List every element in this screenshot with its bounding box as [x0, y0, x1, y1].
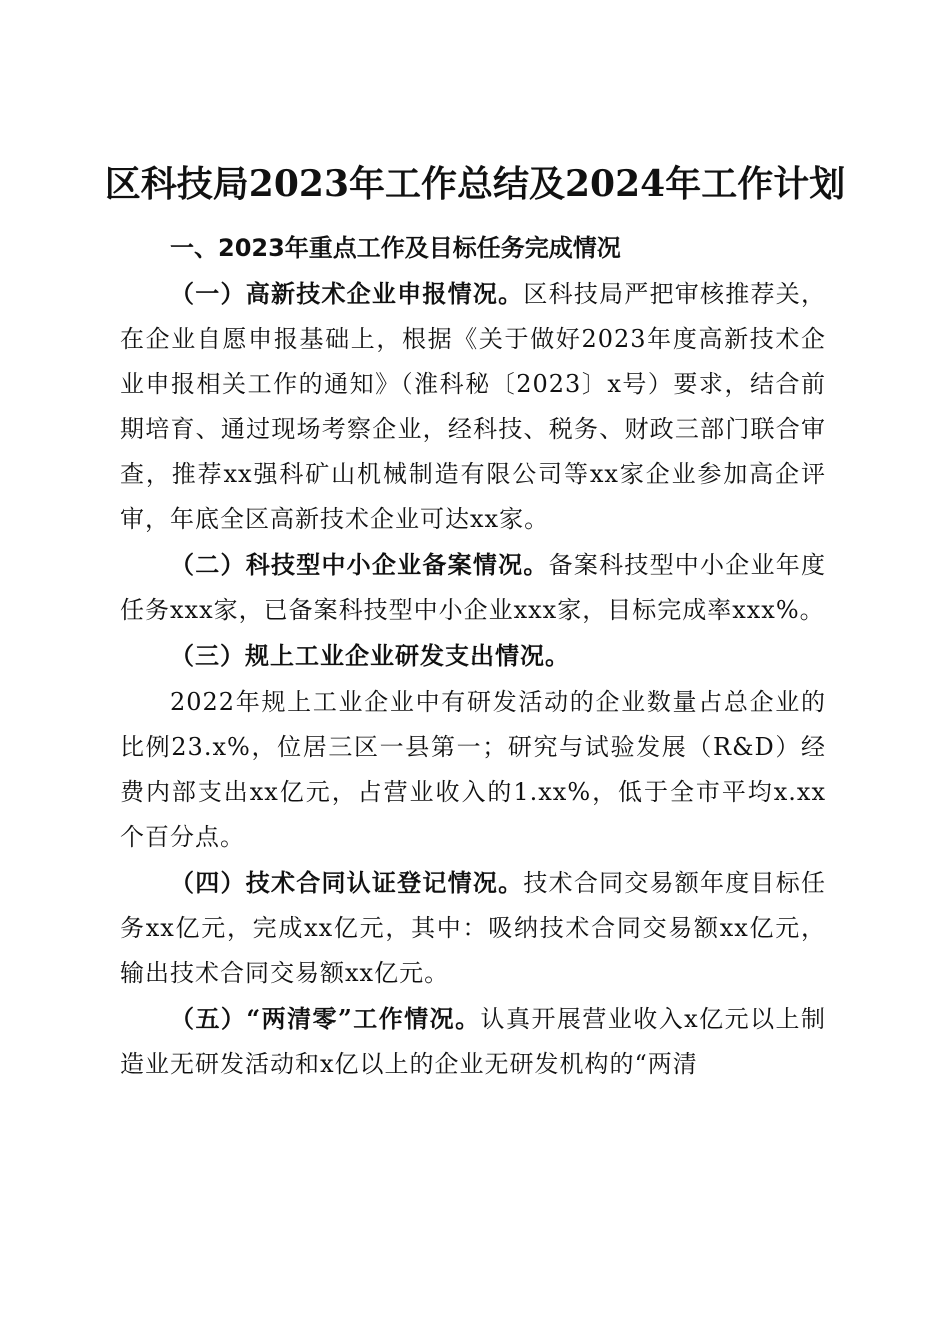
- paragraph-lead: （三）规上工业企业研发支出情况。: [170, 641, 570, 670]
- paragraph-lead: （二）科技型中小企业备案情况。: [170, 550, 549, 579]
- paragraph-sme-registration: [120, 542, 826, 633]
- paragraph-text: 备案科技型中小企业年度任务xxx家，已备案科技型中小企业xxx家，目标完成率xxx%。: [120, 551, 827, 624]
- paragraph-high-tech-enterprises: [120, 271, 826, 542]
- section-heading: 一、2023年重点工作及目标任务完成情况: [170, 234, 621, 262]
- paragraph-rd-expenditure-heading: [120, 633, 826, 679]
- paragraph-text: 区科技局严把审核推荐关，在企业自愿申报基础上，根据《关于做好2023年度高新技术企业申报相关工作的通知》（淮科秘〔2023〕x号）要求，结合前期培育、通过现场考察企业，经科技、税务、财政三部门联合审查，推荐xx强科矿山机械制造有限公司等xx家企业参加高企评审，年底全区高新技术企业可达xx家。: [120, 280, 826, 533]
- paragraph-lead: （四）技术合同认证登记情况。: [170, 868, 524, 897]
- paragraph-text: 技术合同交易额年度目标任务xx亿元，完成xx亿元，其中：吸纳技术合同交易额xx亿元，输出技术合同交易额xx亿元。: [120, 869, 826, 987]
- paragraph-text: 认真开展营业收入x亿元以上制造业无研发活动和x亿以上的企业无研发机构的“两清: [120, 1005, 826, 1078]
- document-body: [120, 226, 826, 1087]
- document-title: 区科技局2023年工作总结及2024年工作计划: [104, 163, 846, 206]
- paragraph-two-zero-clearing: [120, 996, 826, 1087]
- paragraph-text: 2022年规上工业企业中有研发活动的企业数量占总企业的比例23.x%，位居三区一县第一；研究与试验发展（R&D）经费内部支出xx亿元，占营业收入的1.xx%，低于全市平均x.xx个百分点。: [120, 688, 826, 851]
- paragraph-technology-contracts: [120, 860, 826, 996]
- paragraph-rd-expenditure: [120, 679, 826, 860]
- paragraph-lead: （一）高新技术企业申报情况。: [170, 279, 524, 308]
- paragraph-lead: （五）“两清零”工作情况。: [170, 1004, 481, 1033]
